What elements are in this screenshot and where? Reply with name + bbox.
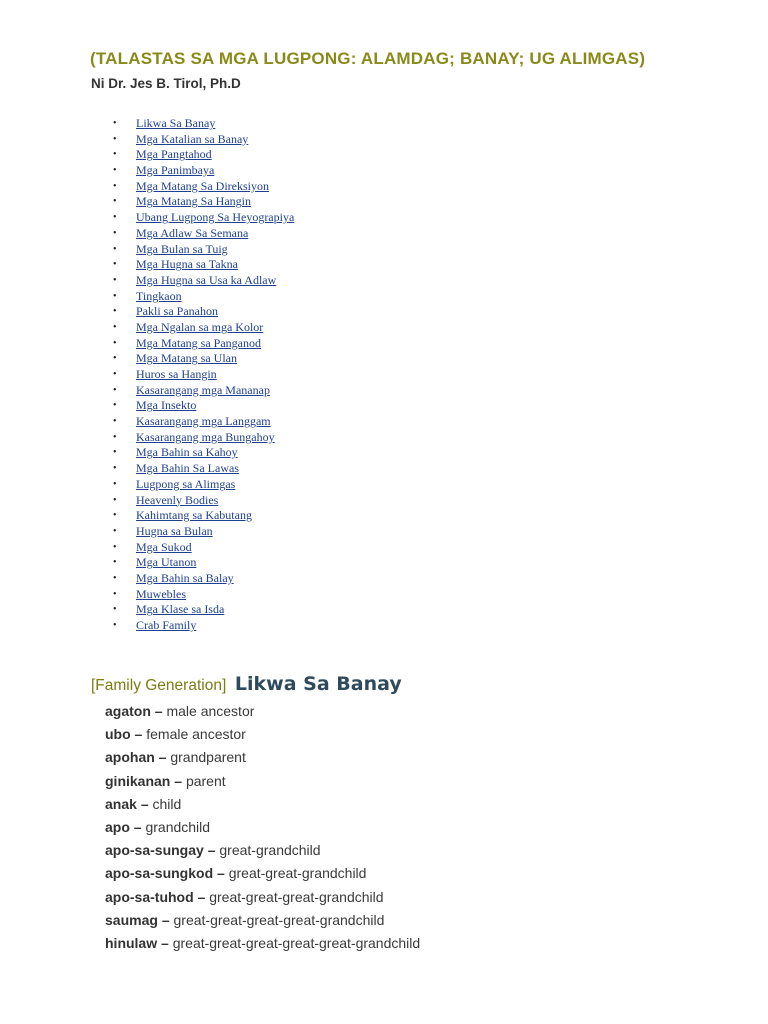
toc-item bbox=[0, 508, 294, 524]
toc-link[interactable]: Mga Adlaw Sa Semana bbox=[136, 225, 249, 240]
term-dash: – bbox=[140, 795, 149, 812]
toc-item bbox=[0, 116, 294, 132]
toc-item bbox=[0, 289, 294, 305]
toc-link[interactable]: Mga Matang Sa Hangin bbox=[136, 194, 251, 209]
bullet-icon: • bbox=[113, 212, 117, 224]
toc-link[interactable]: Ubang Lugpong Sa Heyograpiya bbox=[136, 210, 295, 225]
toc-item bbox=[0, 257, 294, 273]
term-meaning: great-great-grandchild bbox=[228, 865, 367, 882]
term-meaning: female ancestor bbox=[146, 726, 246, 743]
toc-item bbox=[0, 163, 294, 179]
toc-item bbox=[0, 226, 294, 242]
bullet-icon: • bbox=[113, 353, 117, 365]
toc-link[interactable]: Mga Katalian sa Banay bbox=[136, 131, 249, 146]
toc-link[interactable]: Kasarangang mga Langgam bbox=[136, 414, 271, 429]
term-meaning: great-grandchild bbox=[219, 842, 321, 859]
toc-item bbox=[0, 351, 294, 367]
toc-link[interactable]: Lugpong sa Alimgas bbox=[136, 476, 236, 491]
toc-link[interactable]: Kasarangang mga Mananap bbox=[136, 382, 270, 397]
toc-item bbox=[0, 398, 294, 414]
toc-item bbox=[0, 304, 294, 320]
term-dash: – bbox=[197, 888, 206, 905]
toc-item bbox=[0, 414, 294, 430]
bullet-icon: • bbox=[113, 243, 117, 255]
toc-item bbox=[0, 320, 294, 336]
toc-link[interactable]: Muwebles bbox=[136, 586, 186, 601]
bullet-icon: • bbox=[113, 118, 117, 129]
section-name: Likwa Sa Banay bbox=[234, 673, 402, 695]
toc-item bbox=[0, 587, 294, 603]
term-row bbox=[105, 746, 420, 769]
toc-link[interactable]: Crab Family bbox=[136, 618, 197, 632]
toc-link[interactable]: Mga Pangtahod bbox=[136, 147, 212, 162]
bullet-icon: • bbox=[113, 321, 117, 333]
term-word: apo-sa-tuhod bbox=[105, 888, 194, 905]
toc-item bbox=[0, 571, 294, 587]
term-row bbox=[105, 839, 420, 862]
term-meaning: parent bbox=[185, 772, 226, 789]
term-dash: – bbox=[161, 911, 170, 928]
term-dash: – bbox=[154, 703, 163, 719]
term-row bbox=[105, 909, 420, 932]
term-row bbox=[105, 932, 420, 955]
toc-link[interactable]: Heavenly Bodies bbox=[136, 492, 219, 507]
toc-link[interactable]: Mga Utanon bbox=[136, 555, 197, 570]
bullet-icon: • bbox=[113, 274, 117, 286]
toc-item bbox=[0, 336, 294, 352]
toc-item bbox=[0, 242, 294, 258]
bullet-icon: • bbox=[113, 588, 117, 600]
toc-link[interactable]: Likwa Sa Banay bbox=[136, 116, 216, 130]
section-tag: [Family Generation] bbox=[91, 677, 227, 694]
toc-link[interactable]: Mga Matang sa Ulan bbox=[136, 351, 237, 366]
toc-item bbox=[0, 179, 294, 195]
term-dash: – bbox=[207, 842, 216, 859]
bullet-icon: • bbox=[113, 337, 117, 349]
term-row bbox=[105, 770, 420, 793]
term-row bbox=[105, 886, 420, 909]
toc-item bbox=[0, 602, 294, 618]
term-meaning: grandparent bbox=[170, 749, 246, 766]
toc-item bbox=[0, 445, 294, 461]
bullet-icon: • bbox=[113, 541, 117, 553]
bullet-icon: • bbox=[113, 227, 117, 239]
term-row bbox=[105, 700, 420, 723]
term-word: agaton bbox=[105, 703, 151, 719]
bullet-icon: • bbox=[113, 180, 117, 192]
term-row bbox=[105, 816, 420, 839]
bullet-icon: • bbox=[113, 416, 117, 428]
term-word: apo-sa-sungay bbox=[105, 842, 204, 859]
bullet-icon: • bbox=[113, 572, 117, 584]
toc-link[interactable]: Mga Hugna sa Usa ka Adlaw bbox=[136, 272, 277, 287]
bullet-icon: • bbox=[113, 510, 117, 522]
toc-item bbox=[0, 210, 294, 226]
bullet-icon: • bbox=[113, 604, 117, 616]
term-word: anak bbox=[105, 795, 137, 812]
toc-link[interactable]: Mga Hugna sa Takna bbox=[136, 257, 238, 272]
bullet-icon: • bbox=[113, 478, 117, 490]
toc-item bbox=[0, 461, 294, 477]
term-row bbox=[105, 793, 420, 816]
toc-item bbox=[0, 524, 294, 540]
bullet-icon: • bbox=[113, 557, 117, 569]
bullet-icon: • bbox=[113, 290, 117, 302]
term-word: ubo bbox=[105, 726, 131, 743]
term-row bbox=[105, 862, 420, 885]
toc-link[interactable]: Mga Klase sa Isda bbox=[136, 602, 225, 617]
term-meaning: male ancestor bbox=[166, 703, 255, 719]
term-meaning: grandchild bbox=[145, 818, 211, 835]
toc-item bbox=[0, 367, 294, 383]
toc-link[interactable]: Mga Insekto bbox=[136, 398, 197, 413]
toc-link[interactable]: Mga Matang sa Panganod bbox=[136, 335, 261, 350]
toc-item bbox=[0, 477, 294, 493]
bullet-icon: • bbox=[113, 149, 117, 161]
document-title: (TALASTAS SA MGA LUGPONG: ALAMDAG; BANAY; UG ALIMGAS) bbox=[90, 49, 646, 68]
term-meaning: great-great-great-great-great-grandchild bbox=[172, 934, 421, 951]
bullet-icon: • bbox=[113, 431, 117, 443]
table-of-contents bbox=[0, 116, 294, 634]
document-author: Ni Dr. Jes B. Tirol, Ph.D bbox=[91, 76, 241, 91]
term-list bbox=[105, 700, 420, 955]
term-meaning: great-great-great-grandchild bbox=[209, 888, 384, 905]
section-heading bbox=[91, 669, 402, 697]
bullet-icon: • bbox=[113, 494, 117, 506]
term-meaning: child bbox=[152, 795, 182, 812]
toc-link[interactable]: Kahimtang sa Kabutang bbox=[136, 508, 252, 523]
toc-item bbox=[0, 383, 294, 399]
toc-link[interactable]: Hugna sa Bulan bbox=[136, 523, 213, 538]
term-dash: – bbox=[174, 772, 183, 789]
bullet-icon: • bbox=[113, 306, 117, 318]
toc-item bbox=[0, 555, 294, 571]
toc-link[interactable]: Mga Bahin sa Balay bbox=[136, 570, 234, 585]
toc-item bbox=[0, 147, 294, 163]
toc-link[interactable]: Mga Matang Sa Direksiyon bbox=[136, 178, 269, 193]
toc-item bbox=[0, 430, 294, 446]
bullet-icon: • bbox=[113, 196, 117, 208]
toc-item bbox=[0, 493, 294, 509]
term-word: ginikanan bbox=[105, 772, 171, 789]
term-dash: – bbox=[158, 749, 167, 766]
term-dash: – bbox=[217, 865, 225, 882]
toc-link[interactable]: Mga Panimbaya bbox=[136, 163, 215, 178]
toc-link[interactable]: Mga Bahin sa Kahoy bbox=[136, 445, 238, 460]
term-dash: – bbox=[161, 934, 169, 951]
toc-link[interactable]: Huros sa Hangin bbox=[136, 367, 217, 381]
bullet-icon: • bbox=[113, 384, 117, 396]
toc-link[interactable]: Pakli sa Panahon bbox=[136, 304, 218, 319]
toc-link[interactable]: Kasarangang mga Bungahoy bbox=[136, 429, 275, 444]
bullet-icon: • bbox=[113, 447, 117, 459]
term-row bbox=[105, 723, 420, 746]
term-word: apo-sa-sungkod bbox=[105, 865, 214, 882]
bullet-icon: • bbox=[113, 165, 117, 177]
toc-item bbox=[0, 540, 294, 556]
term-dash: – bbox=[134, 726, 143, 743]
toc-link[interactable]: Mga Bulan sa Tuig bbox=[136, 241, 228, 256]
toc-link[interactable]: Mga Sukod bbox=[136, 539, 192, 554]
toc-link[interactable]: Mga Bahin Sa Lawas bbox=[136, 461, 239, 476]
bullet-icon: • bbox=[113, 463, 117, 475]
term-word: apohan bbox=[105, 749, 155, 766]
term-word: saumag bbox=[105, 911, 158, 928]
toc-item bbox=[0, 618, 294, 634]
toc-item bbox=[0, 273, 294, 289]
toc-item bbox=[0, 132, 294, 148]
bullet-icon: • bbox=[113, 369, 117, 380]
toc-link[interactable]: Tingkaon bbox=[136, 288, 182, 303]
term-word: hinulaw bbox=[105, 934, 158, 951]
term-meaning: great-great-great-great-grandchild bbox=[173, 911, 385, 928]
bullet-icon: • bbox=[113, 259, 117, 271]
bullet-icon: • bbox=[113, 400, 117, 412]
bullet-icon: • bbox=[113, 525, 117, 537]
toc-link[interactable]: Mga Ngalan sa mga Kolor bbox=[136, 319, 264, 334]
bullet-icon: • bbox=[113, 133, 117, 145]
term-word: apo bbox=[105, 818, 130, 835]
term-dash: – bbox=[133, 818, 142, 835]
toc-item bbox=[0, 194, 294, 210]
bullet-icon: • bbox=[113, 620, 117, 631]
